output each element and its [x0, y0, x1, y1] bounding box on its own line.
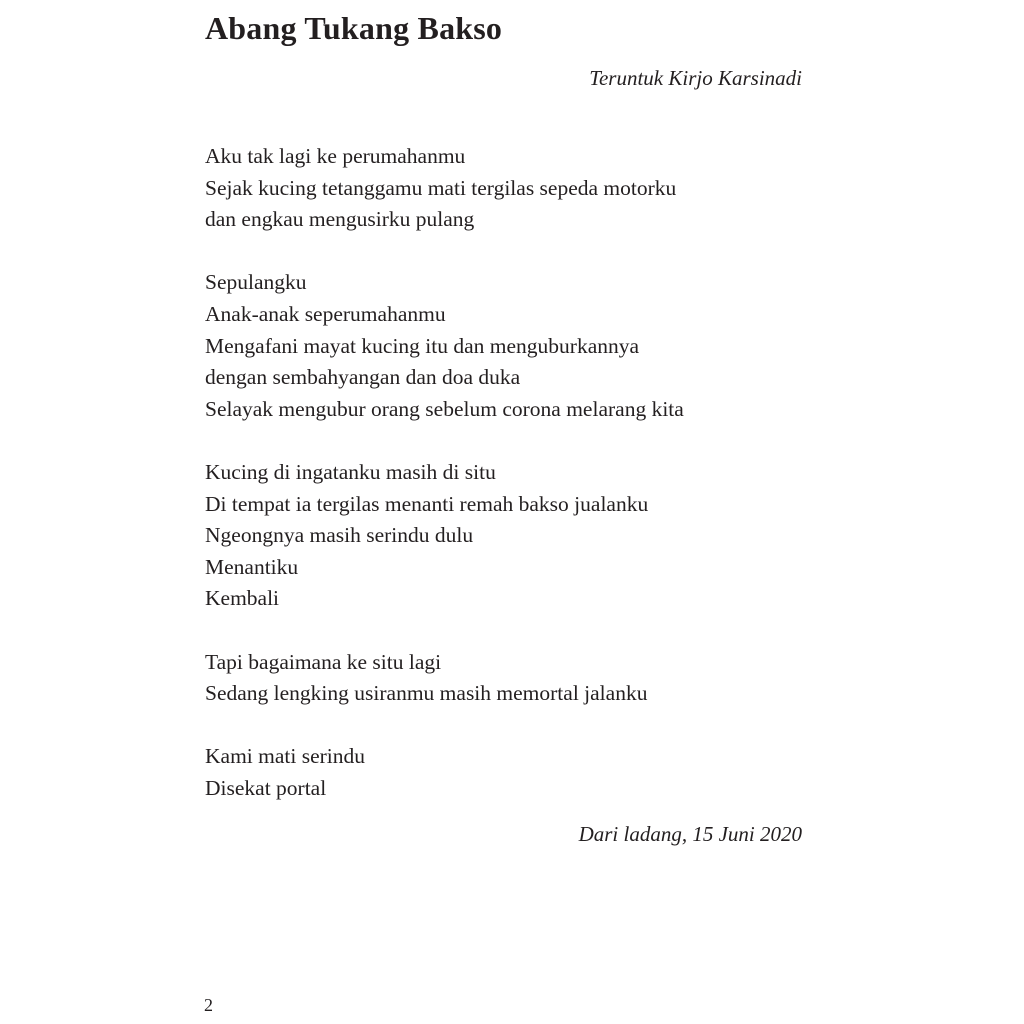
- stanza-2: [205, 267, 684, 425]
- page-number: 2: [204, 995, 213, 1015]
- poem-line: Disekat portal: [205, 775, 327, 800]
- poem-line: Menantiku: [205, 554, 299, 579]
- poem-line: dan engkau mengusirku pulang: [205, 207, 475, 232]
- stanza-1: [205, 141, 684, 236]
- poem-line: Kucing di ingatanku masih di situ: [205, 459, 496, 484]
- poem-line: Sejak kucing tetanggamu mati tergilas sepeda motorku: [205, 175, 677, 200]
- poem-line: Sedang lengking usiranmu masih memortal jalanku: [205, 681, 648, 706]
- poem-line: Anak-anak seperumahanmu: [205, 301, 446, 326]
- poem-line: Selayak mengubur orang sebelum corona melarang kita: [205, 396, 684, 421]
- stanza-5: [205, 741, 684, 804]
- poem-line: dengan sembahyangan dan doa duka: [205, 365, 521, 390]
- stanza-3: [205, 457, 684, 615]
- poem-body: [205, 141, 684, 804]
- poem-line: Aku tak lagi ke perumahanmu: [205, 144, 466, 168]
- poem-line: Tapi bagaimana ke situ lagi: [205, 649, 442, 674]
- place-date-line: Dari ladang, 15 Juni 2020: [578, 822, 802, 846]
- poem-line: Sepulangku: [205, 270, 307, 295]
- poem-title: Abang Tukang Bakso: [205, 10, 503, 46]
- poem-line: Di tempat ia tergilas menanti remah bakso jualanku: [205, 491, 649, 516]
- poem-line: Kembali: [205, 586, 280, 611]
- poem-line: Kami mati serindu: [205, 744, 366, 769]
- poem-line: Mengafani mayat kucing itu dan menguburkannya: [205, 333, 640, 358]
- stanza-4: [205, 647, 684, 710]
- poem-line: Ngeongnya masih serindu dulu: [205, 523, 474, 548]
- dedication: Teruntuk Kirjo Karsinadi: [589, 66, 802, 90]
